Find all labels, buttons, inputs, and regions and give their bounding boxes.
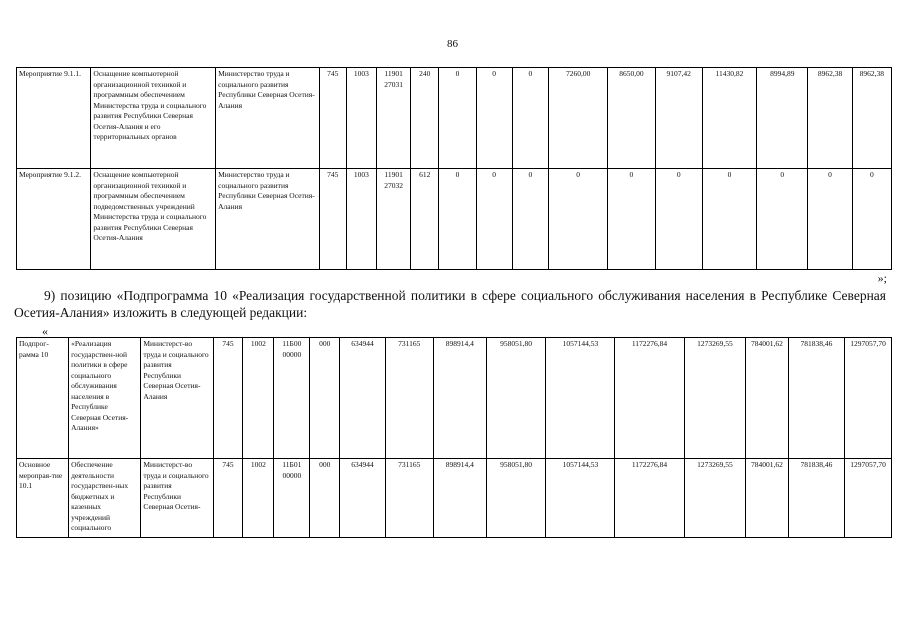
year-value-cell: 898914,4 bbox=[433, 338, 486, 459]
executor-cell: Министерст-во труда и социального развития Республики Северная Осетия- bbox=[141, 459, 213, 538]
amendment-paragraph: 9) позицию «Подпрограмма 10 «Реализация государственной политики в сфере социального обслуживания населения в Республике Северная Осетия-Алания» изложить в следующей редакции: bbox=[14, 288, 886, 320]
table-row bbox=[17, 459, 892, 538]
year-value-cell: 0 bbox=[439, 169, 476, 270]
year-value-cell: 898914,4 bbox=[433, 459, 486, 538]
year-value-cell: 0 bbox=[476, 68, 512, 169]
year-value-cell: 1057144,53 bbox=[546, 338, 615, 459]
opening-quote: « bbox=[42, 324, 48, 338]
year-value-cell: 958051,80 bbox=[486, 338, 546, 459]
program-table-2 bbox=[16, 337, 892, 538]
grbs-cell: 745 bbox=[213, 338, 243, 459]
year-value-cell: 0 bbox=[852, 169, 891, 270]
year-value-cell: 8962,38 bbox=[808, 68, 852, 169]
year-value-cell: 634944 bbox=[340, 459, 386, 538]
year-value-cell: 781838,46 bbox=[788, 338, 844, 459]
year-value-cell: 0 bbox=[655, 169, 702, 270]
year-value-cell: 1057144,53 bbox=[546, 459, 615, 538]
executor-cell: Министерство труда и социального развития Республики Северная Осетия-Алания bbox=[216, 169, 320, 270]
year-value-cell: 0 bbox=[476, 169, 512, 270]
year-value-cell: 7260,00 bbox=[548, 68, 607, 169]
year-value-cell: 11430,82 bbox=[702, 68, 756, 169]
year-value-cell: 731165 bbox=[385, 459, 433, 538]
rzpr-cell: 1003 bbox=[346, 169, 376, 270]
vr-cell: 240 bbox=[411, 68, 439, 169]
year-value-cell: 8962,38 bbox=[852, 68, 891, 169]
grbs-cell: 745 bbox=[213, 459, 243, 538]
year-value-cell: 0 bbox=[702, 169, 756, 270]
executor-cell: Министерст-во труда и социального развития Республики Северная Осетия-Алания bbox=[141, 338, 213, 459]
year-value-cell: 784001,62 bbox=[746, 338, 789, 459]
event-name-cell: Подпрог-рамма 10 bbox=[17, 338, 69, 459]
year-value-cell: 0 bbox=[548, 169, 607, 270]
year-value-cell: 731165 bbox=[385, 338, 433, 459]
page-number: 86 bbox=[447, 38, 458, 50]
year-value-cell: 0 bbox=[439, 68, 476, 169]
vr-cell: 000 bbox=[310, 338, 340, 459]
year-value-cell: 1172276,84 bbox=[615, 459, 684, 538]
year-value-cell: 781838,46 bbox=[788, 459, 844, 538]
year-value-cell: 9107,42 bbox=[655, 68, 702, 169]
grbs-cell: 745 bbox=[319, 169, 346, 270]
year-value-cell: 1172276,84 bbox=[615, 338, 684, 459]
year-value-cell: 0 bbox=[512, 169, 548, 270]
table-row bbox=[17, 68, 892, 169]
year-value-cell: 8994,89 bbox=[757, 68, 808, 169]
description-cell: Оснащение компьютерной организационной техникой и программным обеспечением Министерства труда и социального развития Республики Северная Осетия-Алания и его территориальных органов bbox=[91, 68, 216, 169]
rzpr-cell: 1002 bbox=[243, 338, 274, 459]
year-value-cell: 1273269,55 bbox=[684, 459, 746, 538]
year-value-cell: 634944 bbox=[340, 338, 386, 459]
year-value-cell: 1297057,70 bbox=[845, 459, 892, 538]
table-row bbox=[17, 169, 892, 270]
year-value-cell: 0 bbox=[808, 169, 852, 270]
description-cell: «Реализация государствен-ной политики в сфере социального обслуживания населения в Республике Северная Осетия-Алания» bbox=[69, 338, 141, 459]
event-name-cell: Мероприятие 9.1.1. bbox=[17, 68, 91, 169]
grbs-cell: 745 bbox=[319, 68, 346, 169]
rzpr-cell: 1003 bbox=[346, 68, 376, 169]
year-value-cell: 0 bbox=[757, 169, 808, 270]
year-value-cell: 784001,62 bbox=[746, 459, 789, 538]
closing-quote: »; bbox=[877, 271, 887, 285]
csr-cell: 11901 27031 bbox=[377, 68, 411, 169]
year-value-cell: 0 bbox=[512, 68, 548, 169]
year-value-cell: 0 bbox=[608, 169, 655, 270]
executor-cell: Министерство труда и социального развития Республики Северная Осетия-Алания bbox=[216, 68, 320, 169]
table-row bbox=[17, 338, 892, 459]
year-value-cell: 958051,80 bbox=[486, 459, 546, 538]
vr-cell: 000 bbox=[310, 459, 340, 538]
program-table-1 bbox=[16, 67, 892, 270]
year-value-cell: 8650,00 bbox=[608, 68, 655, 169]
csr-cell: 11901 27032 bbox=[377, 169, 411, 270]
csr-cell: 11Б00 00000 bbox=[274, 338, 310, 459]
description-cell: Оснащение компьютерной организационной техникой и программным обеспечением подведомственных учреждений Министерства труда и социального развития Республики Северная Осетия-Алания bbox=[91, 169, 216, 270]
vr-cell: 612 bbox=[411, 169, 439, 270]
description-cell: Обеспечение деятельности государствен-ных бюджетных и казенных учреждений социального bbox=[69, 459, 141, 538]
event-name-cell: Основное меропрая-тие 10.1 bbox=[17, 459, 69, 538]
year-value-cell: 1297057,70 bbox=[845, 338, 892, 459]
rzpr-cell: 1002 bbox=[243, 459, 274, 538]
csr-cell: 11Б01 00000 bbox=[274, 459, 310, 538]
event-name-cell: Мероприятие 9.1.2. bbox=[17, 169, 91, 270]
year-value-cell: 1273269,55 bbox=[684, 338, 746, 459]
